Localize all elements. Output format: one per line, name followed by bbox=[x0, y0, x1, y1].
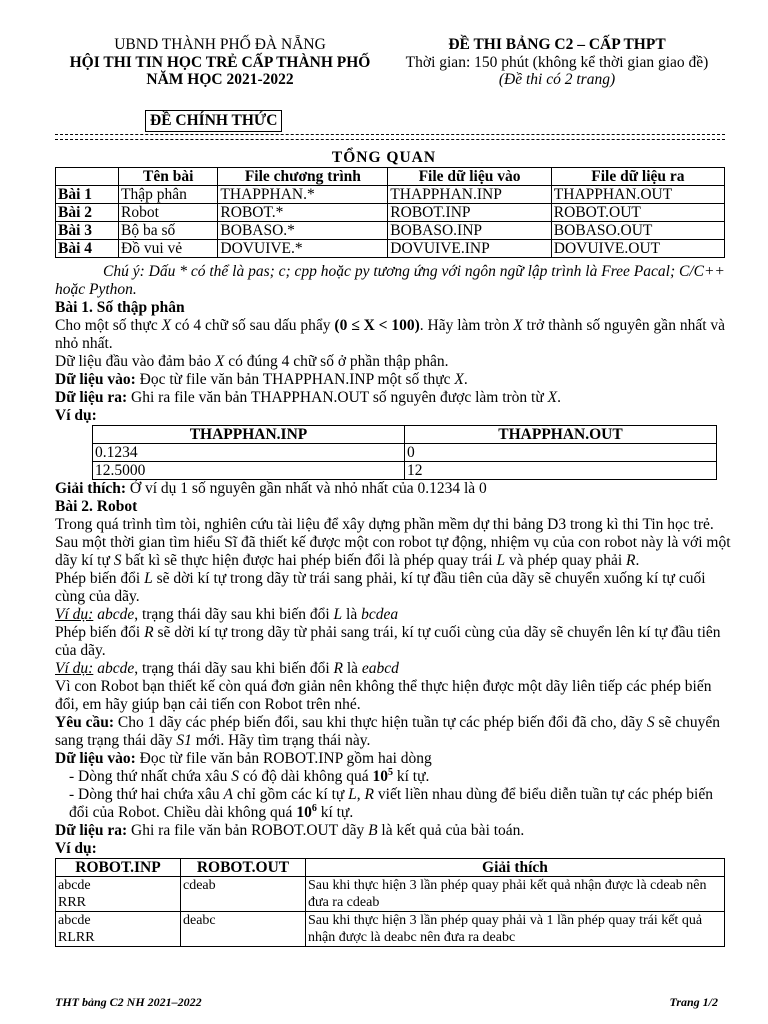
text: Đọc từ file văn bản ROBOT.INP gồm hai dòng bbox=[135, 750, 432, 767]
var: R bbox=[144, 624, 154, 641]
footer-left: THT bảng C2 NH 2021–2022 bbox=[55, 995, 202, 1009]
table-cell: DOVUIVE.* bbox=[218, 240, 388, 258]
table-cell: Bài 3 bbox=[56, 222, 119, 240]
table-cell: Sau khi thực hiện 3 lần phép quay phải và 1 lần phép quay trái kết quả nhận được là deabc nên đưa ra deabc bbox=[306, 912, 725, 947]
problem2-example-label: Ví dụ: bbox=[55, 840, 97, 857]
problem2-output bbox=[55, 822, 735, 840]
header-contest-name: HỘI THI TIN HỌC TRẺ CẤP THÀNH PHỐ bbox=[69, 53, 371, 71]
problem1-title: Bài 1. Số thập phân bbox=[55, 299, 185, 316]
problem2-l-example bbox=[55, 606, 735, 624]
problem2-example-table bbox=[55, 858, 725, 947]
text: Phép biến đổi bbox=[55, 624, 145, 641]
table-col-header: THAPPHAN.OUT bbox=[405, 426, 717, 444]
var: R bbox=[333, 660, 343, 677]
text: Đọc từ file văn bản THAPPHAN.INP một số thực bbox=[135, 371, 455, 388]
var-x: X bbox=[513, 317, 523, 334]
header-authority: UBND THÀNH PHỐ ĐÀ NẴNG bbox=[114, 36, 326, 53]
var: R bbox=[626, 552, 636, 569]
text: Ghi ra file văn bản ROBOT.OUT dãy bbox=[127, 822, 369, 839]
table-row bbox=[56, 204, 725, 222]
text: trở thành số nguyên gần nhất và nhỏ nhất. bbox=[55, 317, 726, 352]
text: kí tự. bbox=[393, 768, 430, 785]
text: bcdea bbox=[361, 606, 399, 623]
var: S1 bbox=[176, 732, 192, 749]
table-row bbox=[56, 222, 725, 240]
problem2-input-line2 bbox=[55, 786, 735, 822]
text: viết liền nhau dùng để biểu diễn tuần tự các phép biến đổi của Robot. Chiều dài không quá bbox=[69, 786, 713, 821]
problem2-input-line1 bbox=[55, 768, 735, 786]
table-cell: THAPPHAN.* bbox=[218, 186, 388, 204]
table-cell: Bài 1 bbox=[56, 186, 119, 204]
problem1-example-table bbox=[92, 425, 717, 480]
table-cell: Bài 4 bbox=[56, 240, 119, 258]
table-cell: BOBASO.OUT bbox=[551, 222, 724, 240]
text: . bbox=[635, 552, 640, 569]
text: Cho một số thực bbox=[55, 317, 162, 334]
text: . Hãy làm tròn bbox=[419, 317, 514, 334]
var: L bbox=[333, 606, 343, 623]
var: L bbox=[348, 786, 357, 803]
overview-table bbox=[55, 167, 725, 258]
table-col-header: ROBOT.INP bbox=[56, 859, 181, 877]
var: S bbox=[113, 552, 122, 569]
problem2-intro bbox=[55, 516, 735, 570]
inp-line: abcde bbox=[58, 878, 91, 893]
label: Ví dụ: bbox=[55, 606, 94, 623]
var-x: X bbox=[161, 317, 172, 334]
official-exam-label: ĐỀ CHÍNH THỨC bbox=[145, 110, 282, 132]
inp-line: RRR bbox=[58, 895, 87, 910]
var-x: X bbox=[214, 353, 225, 370]
table-cell: Robot bbox=[119, 204, 218, 222]
table-row bbox=[56, 877, 725, 912]
var: A bbox=[223, 786, 234, 803]
power-exponent: 6 bbox=[311, 802, 317, 814]
condition: (0 ≤ X < 100) bbox=[334, 317, 420, 334]
problem1-explanation bbox=[55, 480, 735, 498]
problem1-guarantee bbox=[55, 353, 735, 371]
table-cell: cdeab bbox=[181, 877, 306, 912]
power-exponent: 5 bbox=[388, 766, 393, 778]
problem2-input bbox=[55, 750, 735, 768]
text: , bbox=[356, 786, 365, 803]
table-cell: Bài 2 bbox=[56, 204, 119, 222]
text: Cho 1 dãy các phép biến đổi, sau khi thực hiện tuần tự các phép biến đổi đã cho, dãy bbox=[113, 714, 647, 731]
label: Giải thích: bbox=[55, 480, 127, 497]
text: , trạng thái dãy sau khi biến đổi bbox=[134, 660, 334, 677]
text: Ở ví dụ 1 số nguyên gần nhất và nhỏ nhất của 0.1234 là 0 bbox=[126, 480, 487, 497]
table-header-row bbox=[93, 426, 717, 444]
table-cell: 0 bbox=[405, 444, 717, 462]
table-row bbox=[93, 462, 717, 480]
table-cell bbox=[56, 912, 181, 947]
label: Yêu cầu: bbox=[55, 714, 114, 731]
var-x: X bbox=[454, 371, 464, 388]
text: chỉ gồm các kí tự bbox=[233, 786, 349, 803]
text: abcde bbox=[93, 606, 135, 623]
overview-title: TỔNG QUAN bbox=[331, 149, 437, 166]
period: . bbox=[463, 371, 468, 388]
table-cell: 12.5000 bbox=[93, 462, 405, 480]
table-cell: ROBOT.INP bbox=[388, 204, 552, 222]
overview-col-header: File chương trình bbox=[218, 168, 388, 186]
problem2-r-example bbox=[55, 660, 735, 678]
text: mới. Hãy tìm trạng thái này. bbox=[191, 732, 371, 749]
problem2-title: Bài 2. Robot bbox=[55, 498, 138, 515]
table-cell: ROBOT.* bbox=[218, 204, 388, 222]
text: bất kì sẽ thực hiện được hai phép biến đổi là phép quay trái bbox=[121, 552, 497, 569]
page-number: Trang 1/2 bbox=[669, 995, 718, 1009]
table-cell: Sau khi thực hiện 3 lần phép quay phải kết quả nhận được là cdeab nên đưa ra cdeab bbox=[306, 877, 725, 912]
text: - Dòng thứ nhất chứa xâu bbox=[69, 768, 232, 785]
exam-page-count: (Đề thi có 2 trang) bbox=[498, 71, 616, 88]
problem2-r-description bbox=[55, 624, 735, 660]
header-right bbox=[392, 36, 722, 89]
table-cell: BOBASO.* bbox=[218, 222, 388, 240]
label: Dữ liệu vào: bbox=[55, 750, 136, 767]
text: và phép quay phải bbox=[505, 552, 627, 569]
period: . bbox=[557, 389, 561, 406]
var: R bbox=[364, 786, 375, 803]
table-row bbox=[93, 444, 717, 462]
overview-col-header: File dữ liệu vào bbox=[388, 168, 552, 186]
table-col-header: Giải thích bbox=[306, 859, 725, 877]
text: là bbox=[342, 606, 362, 623]
overview-note: Chú ý: Dấu * có thể là pas; c; cpp hoặc py tương ứng với ngôn ngữ lập trình là Free Pacal; C/C++ hoặc Python. bbox=[55, 263, 725, 298]
var: L bbox=[496, 552, 506, 569]
label: Dữ liệu vào: bbox=[55, 371, 136, 388]
table-cell: Đồ vui vẻ bbox=[119, 240, 218, 258]
var: B bbox=[368, 822, 378, 839]
text: , trạng thái dãy sau khi biến đổi bbox=[134, 606, 334, 623]
table-row bbox=[56, 186, 725, 204]
exam-body bbox=[55, 263, 735, 947]
text: sẽ dời kí tự trong dãy từ trái sang phải, kí tự đầu tiên của dãy sẽ chuyển xuống kí tự cuối cùng của dãy. bbox=[55, 570, 706, 605]
problem1-example-label: Ví dụ: bbox=[55, 407, 97, 424]
separator-line-2 bbox=[55, 139, 725, 140]
text: eabcd bbox=[361, 660, 399, 677]
var: L bbox=[144, 570, 153, 587]
var-x: X bbox=[547, 389, 558, 406]
problem2-requirement bbox=[55, 714, 735, 750]
label: Ví dụ: bbox=[55, 660, 94, 677]
text: sẽ dời kí tự trong dãy từ phải sang trái, kí tự cuối cùng của dãy sẽ chuyển lên kí tự đầu tiên của dãy. bbox=[55, 624, 721, 659]
text: Phép biến đổi bbox=[55, 570, 145, 587]
header-school-year: NĂM HỌC 2021-2022 bbox=[146, 71, 294, 88]
table-cell: 0.1234 bbox=[93, 444, 405, 462]
table-row bbox=[56, 912, 725, 947]
text: là bbox=[342, 660, 362, 677]
table-cell: THAPPHAN.OUT bbox=[551, 186, 724, 204]
separator-line bbox=[55, 134, 725, 135]
power-base: 10 bbox=[372, 768, 388, 785]
table-cell: ROBOT.OUT bbox=[551, 204, 724, 222]
table-cell: 12 bbox=[405, 462, 717, 480]
inp-line: RLRR bbox=[58, 930, 95, 945]
label: Dữ liệu ra: bbox=[55, 389, 128, 406]
text: sẽ chuyển sang trạng thái dãy bbox=[55, 714, 721, 749]
exam-title: ĐỀ THI BẢNG C2 – CẤP THPT bbox=[448, 36, 666, 53]
text: kí tự. bbox=[316, 804, 354, 821]
problem2-simple-note: Vì con Robot bạn thiết kế còn quá đơn giản nên không thể thực hiện được một dãy liên tiếp các phép biến đổi, em hãy giúp bạn cải tiến con Robot trên nhé. bbox=[55, 678, 712, 713]
table-cell bbox=[56, 877, 181, 912]
overview-col-header: File dữ liệu ra bbox=[551, 168, 724, 186]
power-base: 10 bbox=[296, 804, 312, 821]
table-cell: Thập phân bbox=[119, 186, 218, 204]
overview-col-header bbox=[56, 168, 119, 186]
text: là kết quả của bài toán. bbox=[377, 822, 525, 839]
problem1-output bbox=[55, 389, 735, 407]
table-cell: THAPPHAN.INP bbox=[388, 186, 552, 204]
text: có 4 chữ số sau dấu phẩy bbox=[171, 317, 335, 334]
problem1-input bbox=[55, 371, 735, 389]
text: Dữ liệu đầu vào đảm bảo bbox=[55, 353, 215, 370]
text: Ghi ra file văn bản THAPPHAN.OUT số nguyên được làm tròn từ bbox=[127, 389, 548, 406]
table-header-row bbox=[56, 859, 725, 877]
header-left bbox=[50, 36, 390, 89]
table-cell: BOBASO.INP bbox=[388, 222, 552, 240]
table-col-header: ROBOT.OUT bbox=[181, 859, 306, 877]
table-cell: DOVUIVE.OUT bbox=[551, 240, 724, 258]
table-cell: Bộ ba số bbox=[119, 222, 218, 240]
overview-header-row bbox=[56, 168, 725, 186]
table-col-header: THAPPHAN.INP bbox=[93, 426, 405, 444]
table-cell: DOVUIVE.INP bbox=[388, 240, 552, 258]
text: có đúng 4 chữ số ở phần thập phân. bbox=[224, 353, 449, 370]
text: có độ dài không quá bbox=[239, 768, 373, 785]
problem2-l-description bbox=[55, 570, 735, 606]
inp-line: abcde bbox=[58, 913, 91, 928]
exam-duration: Thời gian: 150 phút (không kể thời gian giao đề) bbox=[405, 53, 709, 71]
var: S bbox=[646, 714, 655, 731]
text: abcde bbox=[93, 660, 135, 677]
label: Dữ liệu ra: bbox=[55, 822, 128, 839]
text: - Dòng thứ hai chứa xâu bbox=[69, 786, 224, 803]
var: S bbox=[231, 768, 240, 785]
table-cell: deabc bbox=[181, 912, 306, 947]
text: Trong quá trình tìm tòi, nghiên cứu tài liệu để xây dựng phần mềm dự thi bảng D3 trong kì thi Tin học trẻ. Sau một thời gian tìm hiểu Sĩ đã thiết kế được một con robot tự động, nhiệm vụ của con robot này là với một dãy kí tự bbox=[55, 516, 731, 569]
problem1-statement bbox=[55, 317, 735, 353]
table-row bbox=[56, 240, 725, 258]
overview-col-header: Tên bài bbox=[119, 168, 218, 186]
